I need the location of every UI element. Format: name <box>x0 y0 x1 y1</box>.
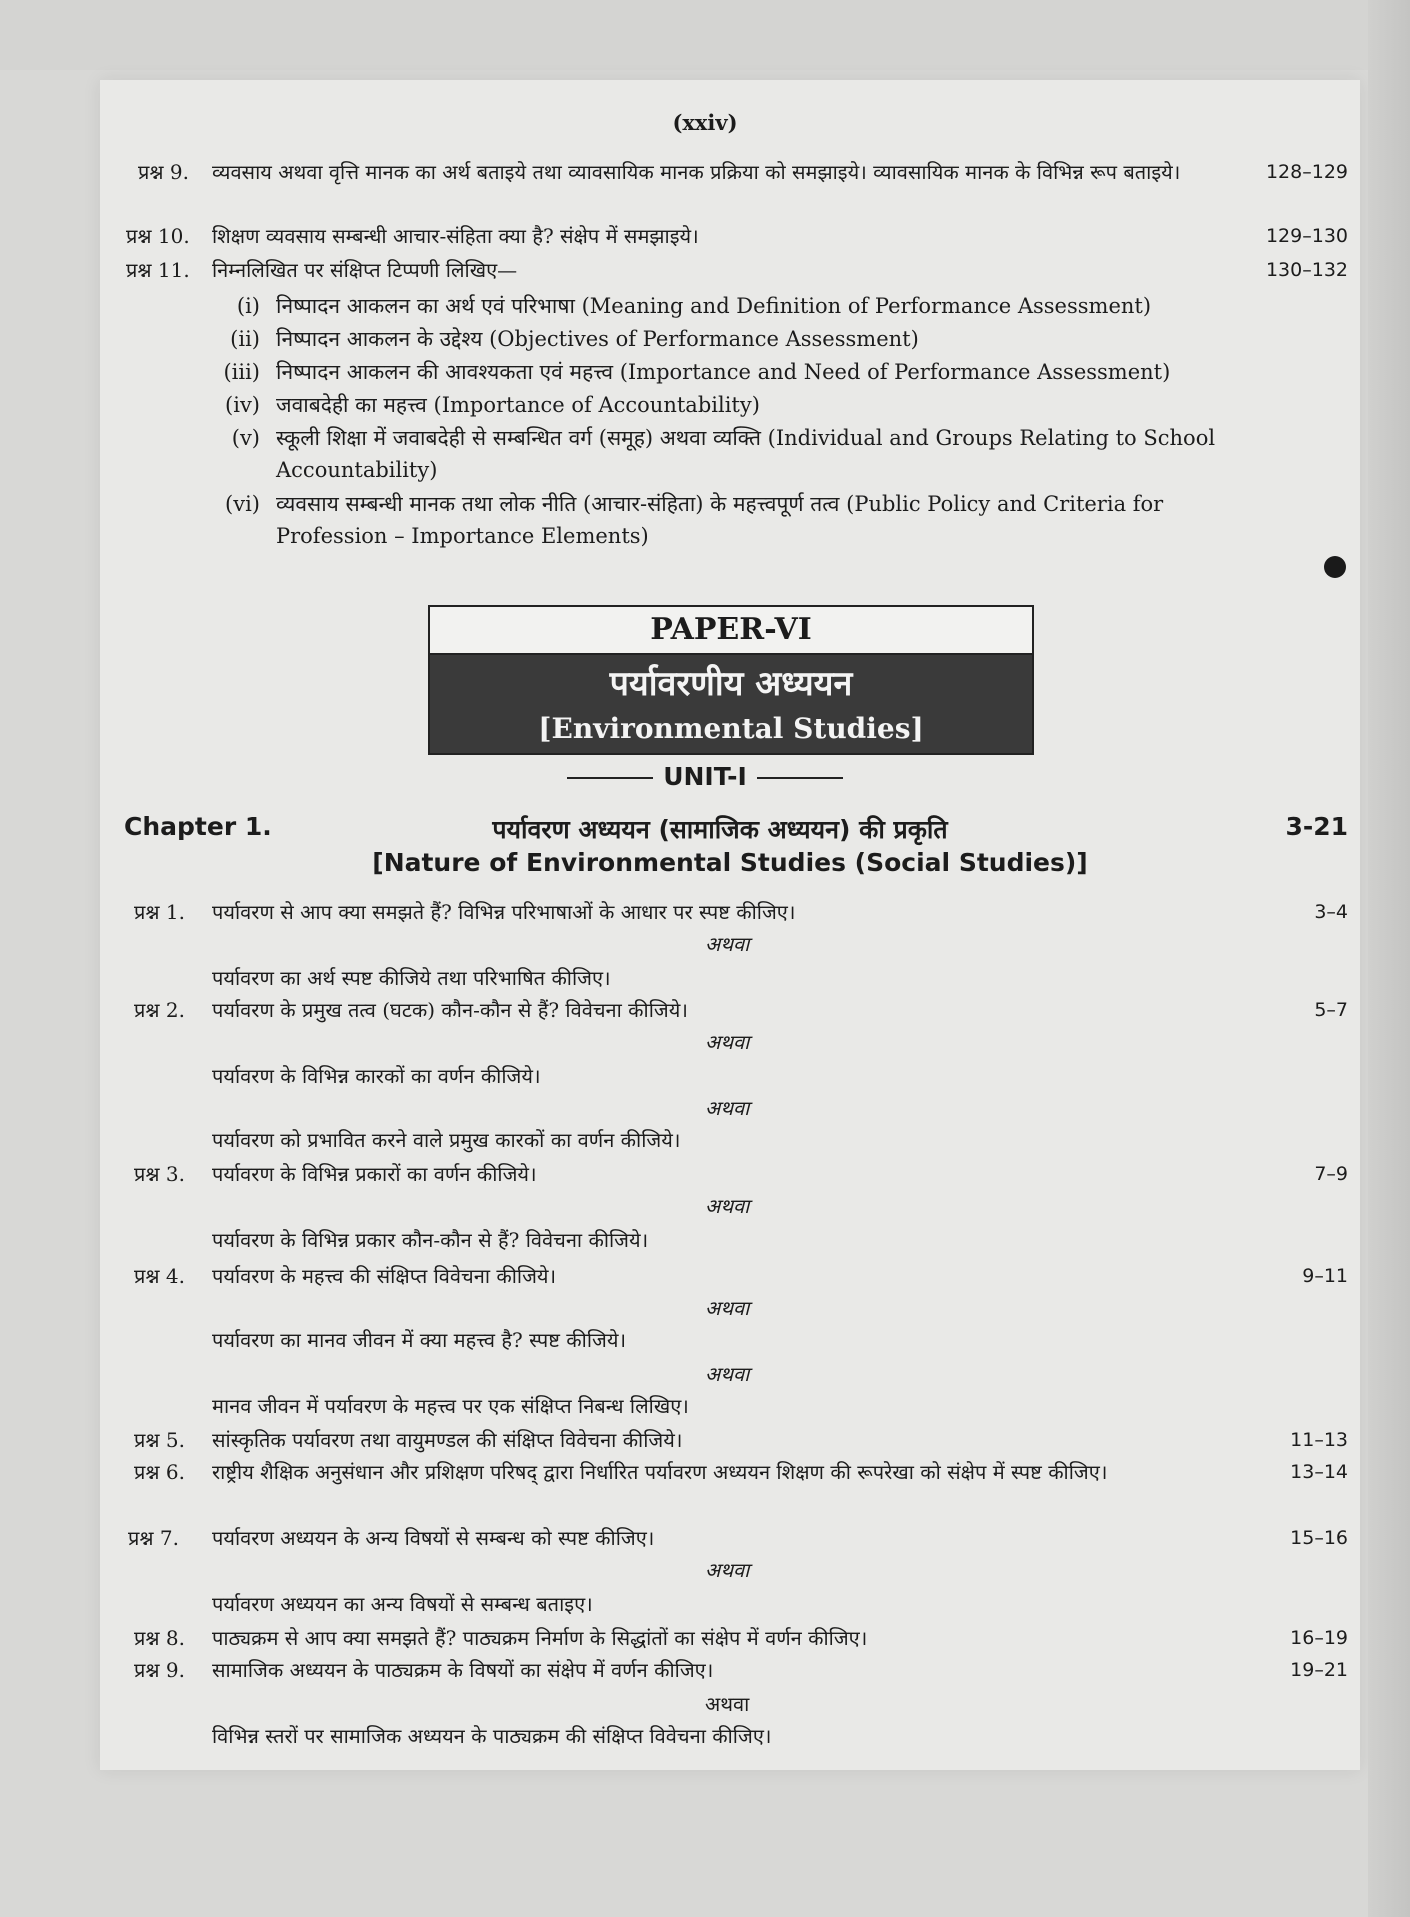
paper-heading-box <box>428 605 1034 755</box>
question-text: पर्यावरण से आप क्या समझते हैं? विभिन्न परिभाषाओं के आधार पर स्पष्ट कीजिए। <box>212 900 796 924</box>
athva-label: अथवा <box>705 1194 750 1218</box>
question-label: प्रश्न 9. <box>138 160 189 184</box>
athva-label: अथवा <box>705 1030 750 1054</box>
alt-text: पर्यावरण के विभिन्न प्रकार कौन-कौन से हैं? विवेचना कीजिये। <box>212 1228 649 1252</box>
page-range: 128–129 <box>1265 161 1348 183</box>
chapter-title-hindi: पर्यावरण अध्ययन (सामाजिक अध्ययन) की प्रकृति <box>492 815 948 844</box>
page-range: 16–19 <box>1290 1627 1348 1649</box>
athva-label: अथवा <box>705 1096 750 1120</box>
question-label: प्रश्न 1. <box>134 900 185 924</box>
question-text: पर्यावरण के विभिन्न प्रकारों का वर्णन कीजिये। <box>212 1162 537 1186</box>
question-text: सांस्कृतिक पर्यावरण तथा वायुमण्डल की संक्षिप्त विवेचना कीजिये। <box>212 1428 683 1452</box>
page-range: 11–13 <box>1290 1429 1348 1451</box>
alt-text: विभिन्न स्तरों पर सामाजिक अध्ययन के पाठ्यक्रम की संक्षिप्त विवेचना कीजिए। <box>212 1724 772 1748</box>
page-range: 15–16 <box>1290 1527 1348 1549</box>
question-text: पर्यावरण अध्ययन के अन्य विषयों से सम्बन्ध को स्पष्ट कीजिए। <box>212 1526 655 1550</box>
chapter-title-english: [Nature of Environmental Studies (Social Studies)] <box>372 848 1088 877</box>
alt-text: पर्यावरण के विभिन्न कारकों का वर्णन कीजिये। <box>212 1064 541 1088</box>
question-text: पाठ्यक्रम से आप क्या समझते हैं? पाठ्यक्रम निर्माण के सिद्धांतों का संक्षेप में वर्णन कीजिए। <box>212 1626 868 1650</box>
paper-subject-banner <box>430 655 1032 753</box>
question-label: प्रश्न 5. <box>134 1428 185 1452</box>
question-text: व्यवसाय अथवा वृत्ति मानक का अर्थ बताइये तथा व्यावसायिक मानक प्रक्रिया को समझाइये। व्यावसायिक मानक के विभिन्न रूप बताइये। <box>212 160 1181 184</box>
page-range: 5–7 <box>1314 999 1348 1021</box>
page-range: 129–130 <box>1265 225 1348 247</box>
question-label: प्रश्न 6. <box>134 1460 185 1484</box>
question-text: निम्नलिखित पर संक्षिप्त टिप्पणी लिखिए— <box>212 258 518 282</box>
alt-text: मानव जीवन में पर्यावरण के महत्त्व पर एक संक्षिप्त निबन्ध लिखिए। <box>212 1394 689 1418</box>
chapter-pages: 3-21 <box>1285 812 1348 841</box>
athva-label: अथवा <box>705 1558 750 1582</box>
page-number: (xxiv) <box>672 110 738 135</box>
page-top-band <box>0 0 1410 70</box>
paper-title: PAPER-VI <box>430 607 1032 655</box>
question-label: प्रश्न 7. <box>128 1526 179 1550</box>
athva-label: अथवा <box>705 1296 750 1320</box>
page-range: 3–4 <box>1314 901 1348 923</box>
paper-subject-english: [Environmental Studies] <box>538 712 924 745</box>
question-label: प्रश्न 11. <box>126 258 190 282</box>
question-text: पर्यावरण के महत्त्व की संक्षिप्त विवेचना कीजिये। <box>212 1264 557 1288</box>
chapter-label: Chapter 1. <box>124 812 272 841</box>
rule-left <box>567 777 653 779</box>
rule-right <box>757 777 843 779</box>
alt-text: पर्यावरण को प्रभावित करने वाले प्रमुख कारकों का वर्णन कीजिये। <box>212 1128 681 1152</box>
question-text: शिक्षण व्यवसाय सम्बन्धी आचार-संहिता क्या है? संक्षेप में समझाइये। <box>212 224 699 248</box>
paper-subject-hindi: पर्यावरणीय अध्ययन <box>609 664 853 704</box>
page-range: 19–21 <box>1290 1659 1348 1681</box>
question-label: प्रश्न 3. <box>134 1162 185 1186</box>
question-text: सामाजिक अध्ययन के पाठ्यक्रम के विषयों का संक्षेप में वर्णन कीजिए। <box>212 1658 714 1682</box>
page-range: 13–14 <box>1290 1461 1348 1483</box>
question-label: प्रश्न 8. <box>134 1626 185 1650</box>
alt-text: पर्यावरण का मानव जीवन में क्या महत्त्व है? स्पष्ट कीजिये। <box>212 1328 627 1352</box>
alt-text: पर्यावरण अध्ययन का अन्य विषयों से सम्बन्ध बताइए। <box>212 1592 593 1616</box>
page-range: 7–9 <box>1314 1163 1348 1185</box>
athva-label: अथवा <box>705 932 750 956</box>
question-text: राष्ट्रीय शैक्षिक अनुसंधान और प्रशिक्षण परिषद् द्वारा निर्धारित पर्यावरण अध्ययन शिक्षण की रूपरेखा को संक्षेप में स्पष्ट कीजिए। <box>212 1460 1108 1484</box>
athva-label: अथवा <box>705 1362 750 1386</box>
question-label: प्रश्न 2. <box>134 998 185 1022</box>
alt-text: पर्यावरण का अर्थ स्पष्ट कीजिये तथा परिभाषित कीजिए। <box>212 966 611 990</box>
page-range: 130–132 <box>1265 259 1348 281</box>
question-label: प्रश्न 4. <box>134 1264 185 1288</box>
ink-dot <box>1324 556 1346 578</box>
question-label: प्रश्न 9. <box>134 1658 185 1682</box>
athva-label: अथवा <box>705 1692 750 1716</box>
page-range: 9–11 <box>1302 1265 1348 1287</box>
unit-heading <box>0 762 1410 791</box>
unit-label: UNIT-I <box>663 762 747 791</box>
question-label: प्रश्न 10. <box>126 224 190 248</box>
book-spine <box>1368 0 1410 1917</box>
question-text: पर्यावरण के प्रमुख तत्व (घटक) कौन-कौन से हैं? विवेचना कीजिये। <box>212 998 688 1022</box>
